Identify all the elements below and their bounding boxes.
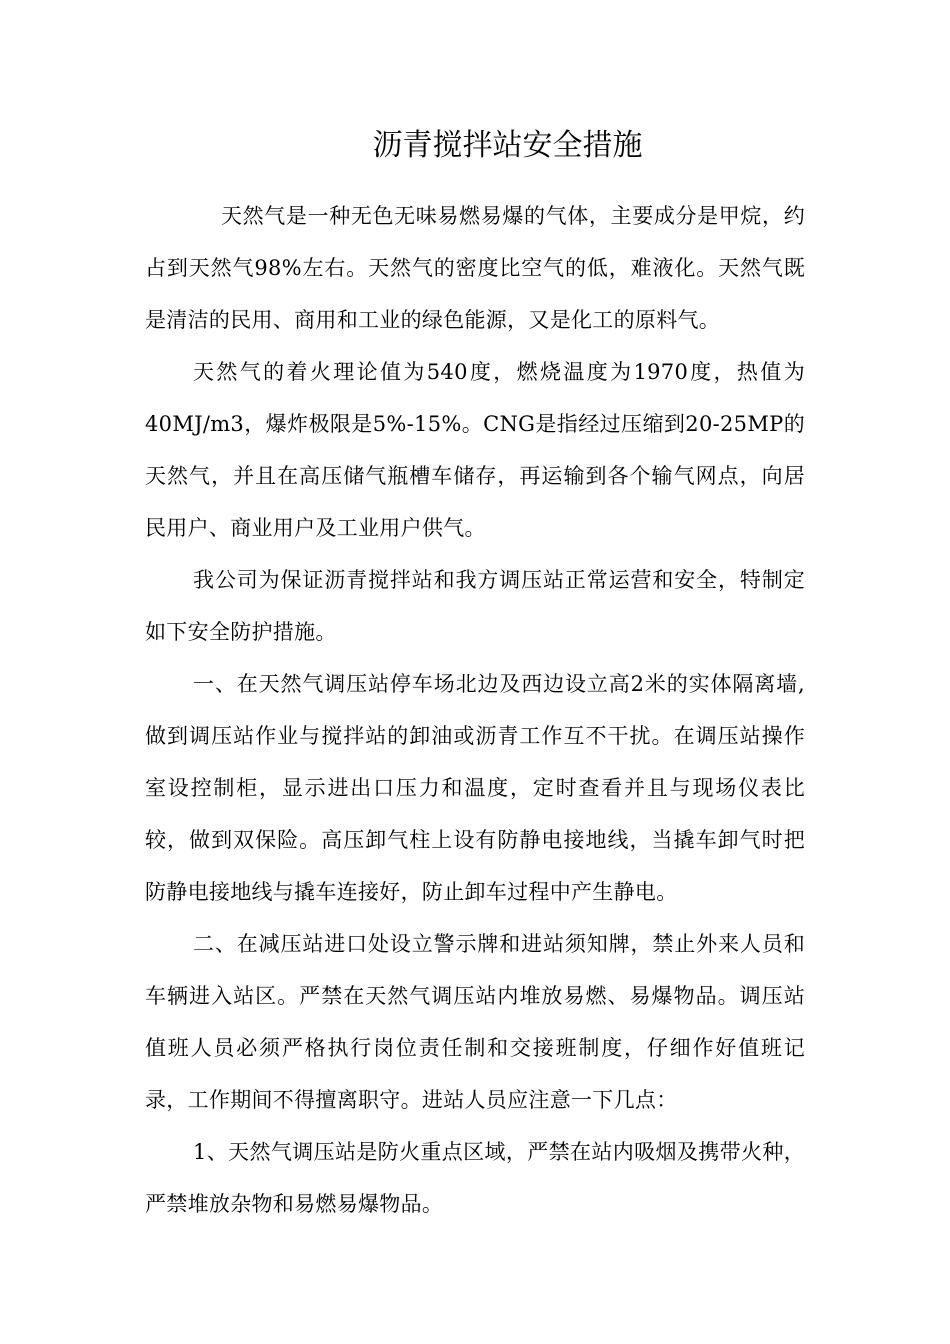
paragraph-measure-one: 一、在天然气调压站停车场北边及西边设立高2米的实体隔离墙,做到调压站作业与搅拌站的卸油或沥青工作互不干扰。在调压站操作室设控制柜，显示进出口压力和温度，定时查看并且与现场仪表比较，做到双保险。高压卸气柱上设有防静电接地线，当撬车卸气时把防静电接地线与撬车连接好，防止卸车过程中产生静电。 [145,672,805,904]
document-body [145,190,805,1230]
paragraph-item-one: 1、天然气调压站是防火重点区域，严禁在站内吸烟及携带火种，严禁堆放杂物和易燃易爆物品。 [145,1140,805,1216]
paragraph-natural-gas-properties: 天然气的着火理论值为540度，燃烧温度为1970度，热值为40MJ/m3，爆炸极限是5%-15%。CNG是指经过压缩到20-25MP的天然气，并且在高压储气瓶槽车储存，再运输到各个输气网点，向居民用户、商业用户及工业用户供气。 [145,360,805,540]
paragraph-measure-two: 二、在减压站进口处设立警示牌和进站须知牌，禁止外来人员和车辆进入站区。严禁在天然气调压站内堆放易燃、易爆物品。调压站值班人员必须严格执行岗位责任制和交接班制度，仔细作好值班记录，工作期间不得擅离职守。进站人员应注意一下几点： [145,932,805,1112]
paragraph-natural-gas-intro: 天然气是一种无色无味易燃易爆的气体，主要成分是甲烷，约占到天然气98%左右。天然气的密度比空气的低，难液化。天然气既是清洁的民用、商用和工业的绿色能源，又是化工的原料气。 [145,204,805,332]
document-title: 沥青搅拌站安全措施 [372,128,643,163]
paragraph-company-statement: 我公司为保证沥青搅拌站和我方调压站正常运营和安全，特制定如下安全防护措施。 [145,568,805,644]
